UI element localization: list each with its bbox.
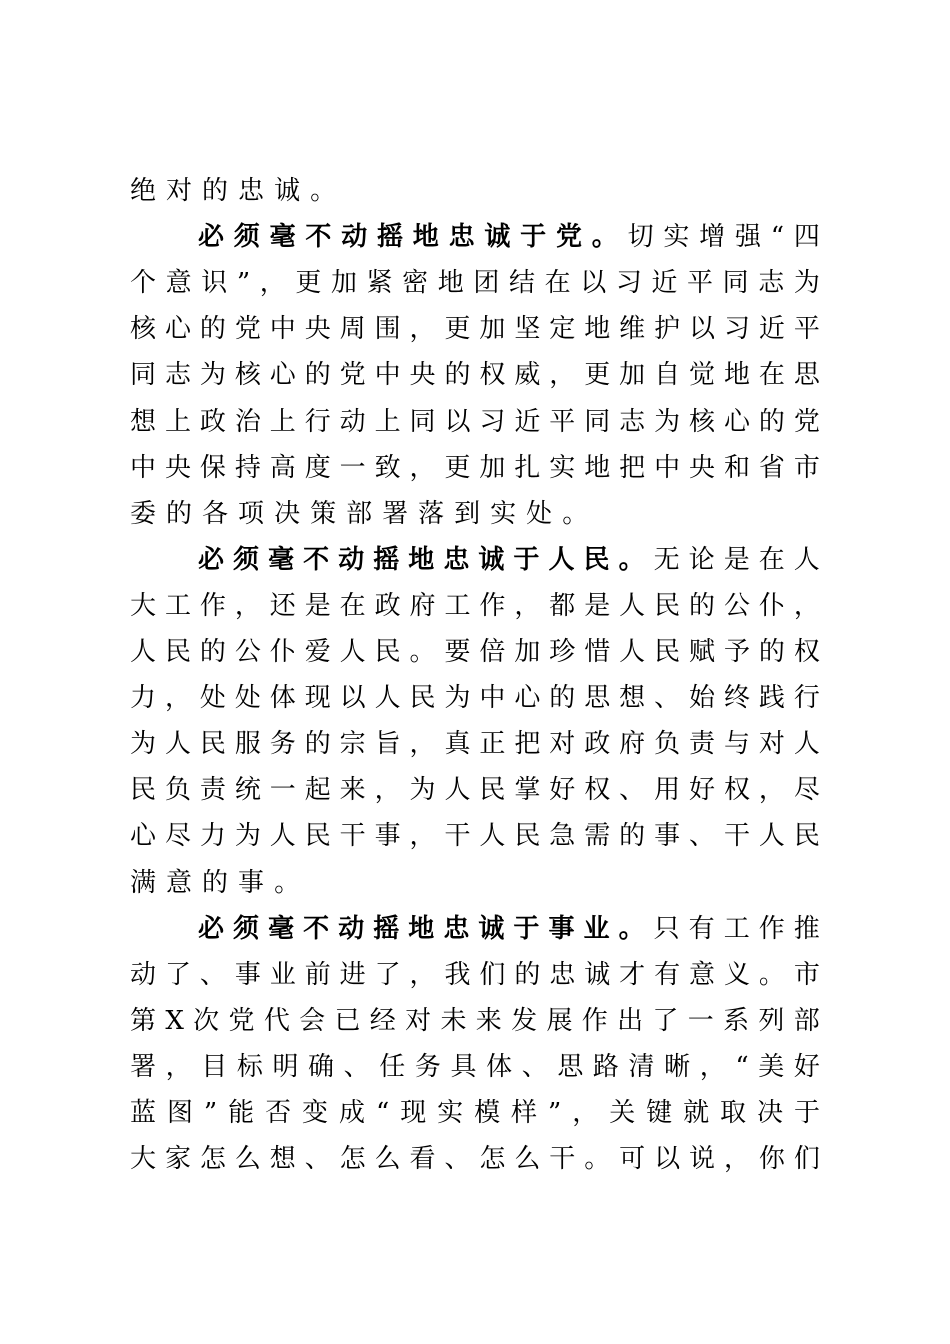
text-line: 蓝 图 ” 能 否 变 成 “ 现 实 模 样 ” ， 关 键 就 取 决 于 [130,1098,820,1128]
text-line: 核 心 的 党 中 央 周 围 ， 更 加 坚 定 地 维 护 以 习 近 平 [130,314,820,345]
text-line: 为 人 民 服 务 的 宗 旨 ， 真 正 把 对 政 府 负 责 与 对 人 [130,729,820,760]
text-line: 必 须 毫 不 动 摇 地 忠 诚 于 党 。 切 实 增 强 “ 四 [198,222,820,253]
text-line: 署 ， 目 标 明 确 、 任 务 具 体 、 思 路 清 晰 ， “ 美 好 [130,1051,820,1082]
text-line: 心 尽 力 为 人 民 干 事 ， 干 人 民 急 需 的 事 、 干 人 民 [130,821,820,852]
text-line: 绝 对 的 忠 诚 。 [130,176,337,206]
text-line: 大 工 作 ， 还 是 在 政 府 工 作 ， 都 是 人 民 的 公 仆 ， [130,590,820,621]
text-line: 中 央 保 持 高 度 一 致 ， 更 加 扎 实 地 把 中 央 和 省 市 [130,452,820,483]
text-line: 第 X 次 党 代 会 已 经 对 未 来 发 展 作 出 了 一 系 列 部 [130,1005,820,1036]
text-line: 力 ， 处 处 体 现 以 人 民 为 中 心 的 思 想 、 始 终 践 行 [130,683,820,714]
text-line: 满 意 的 事 。 [130,867,301,898]
text-line: 动 了 、 事 业 前 进 了 ， 我 们 的 忠 诚 才 有 意 义 。 市 [130,959,820,990]
text-line: 委 的 各 项 决 策 部 署 落 到 实 处 。 [130,498,589,529]
text-line: 想 上 政 治 上 行 动 上 同 以 习 近 平 同 志 为 核 心 的 党 [130,406,820,437]
text-line: 个 意 识 ” ， 更 加 紧 密 地 团 结 在 以 习 近 平 同 志 为 [130,268,820,299]
text-line: 人 民 的 公 仆 爱 人 民 。 要 倍 加 珍 惜 人 民 赋 予 的 权 [130,637,820,667]
text-line: 同 志 为 核 心 的 党 中 央 的 权 威 ， 更 加 自 觉 地 在 思 [130,360,820,391]
text-line: 民 负 责 统 一 起 来 ， 为 人 民 掌 好 权 、 用 好 权 ， 尽 [130,775,820,806]
text-line: 大 家 怎 么 想 、 怎 么 看 、 怎 么 干 。 可 以 说 ， 你 们 [130,1144,820,1175]
text-line: 必 须 毫 不 动 摇 地 忠 诚 于 事 业 。 只 有 工 作 推 [198,913,820,944]
text-line: 必 须 毫 不 动 摇 地 忠 诚 于 人 民 。 无 论 是 在 人 [198,544,820,575]
